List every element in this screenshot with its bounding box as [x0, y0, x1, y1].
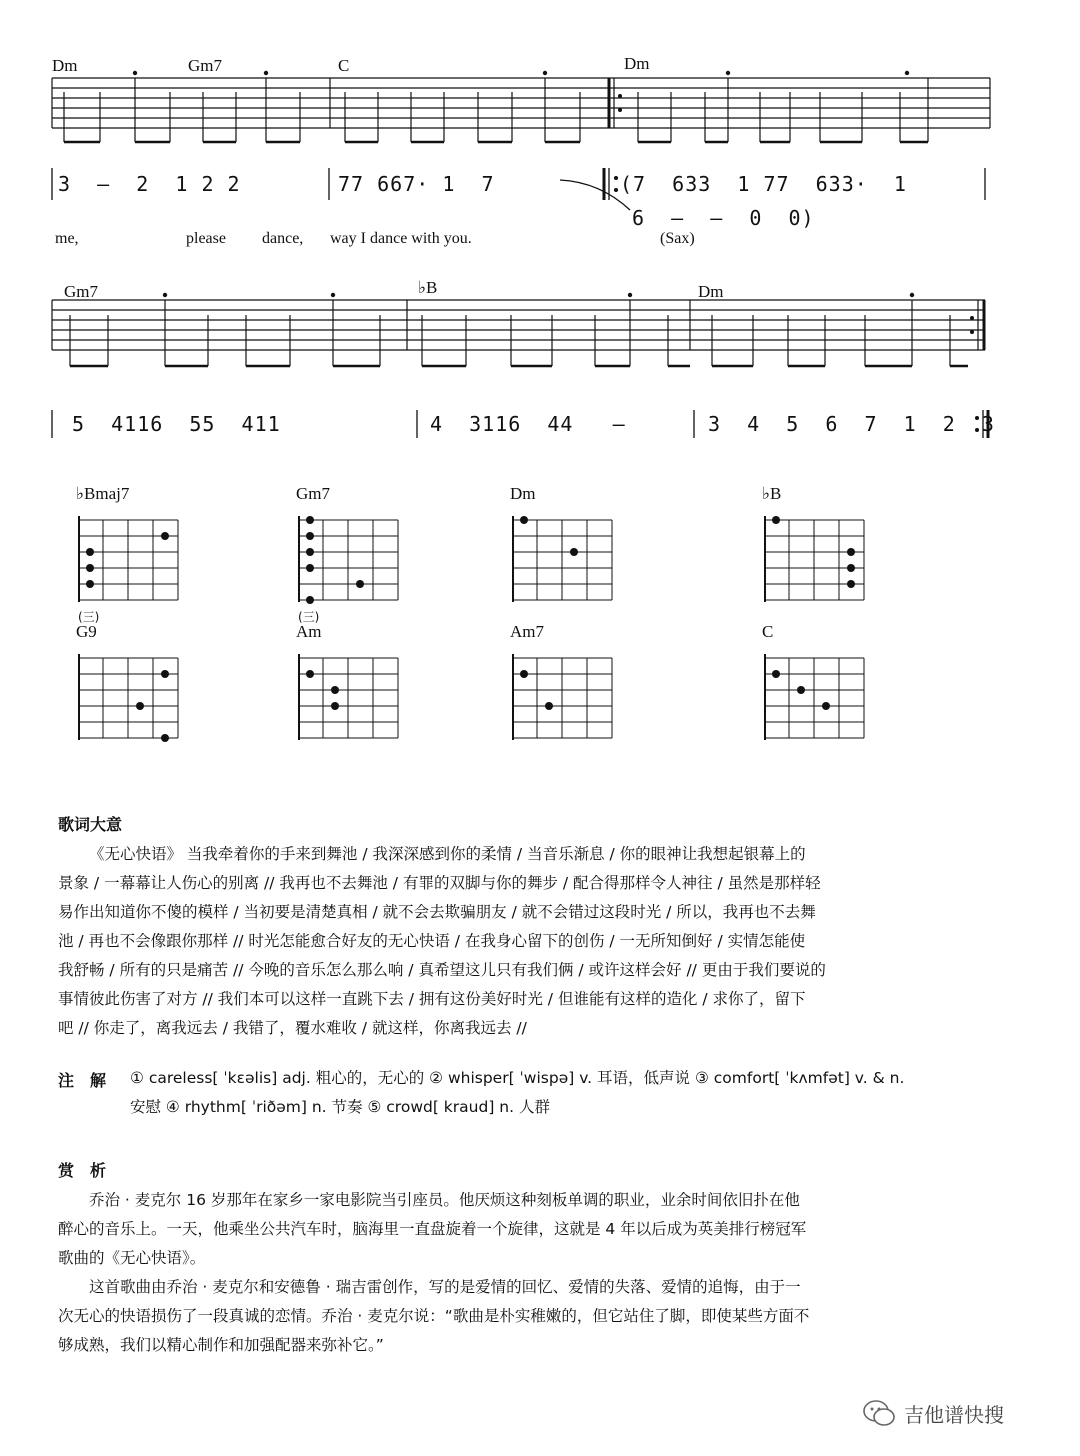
meaning-line: 易作出知道你不傻的模样 / 当初要是清楚真相 / 就不会去欺骗朋友 / 就不会错过这段时光 / 所以，我再也不去舞	[58, 903, 816, 921]
chord-diagram-name: Gm7	[296, 484, 330, 503]
chord-diagram-grid	[78, 648, 182, 748]
meaning-body	[58, 840, 990, 1043]
meaning-line: 《无心快语》 当我牵着你的手来到舞池 / 我深深感到你的柔情 / 当音乐渐息 / 你的眼神让我想起银幕上的	[89, 845, 806, 863]
jianpu-measure: 4 3116 44 –	[430, 412, 626, 436]
analysis-line: 这首歌曲由乔治 · 麦克尔和安德鲁 · 瑞吉雷创作，写的是爱情的回忆、爱情的失落、爱情的追悔，由于一	[89, 1278, 801, 1296]
chord-label: Dm	[698, 282, 724, 301]
chord-label: C	[338, 56, 350, 75]
lyric-word: way I dance with you.	[330, 230, 472, 247]
lyric-word: (Sax)	[660, 230, 695, 247]
chord-diagram-name: Dm	[510, 484, 536, 503]
chord-diagram-name: ♭Bmaj7	[76, 484, 130, 503]
chord-label: Gm7	[64, 282, 98, 301]
chord-diagram-position: (三)	[298, 610, 320, 624]
analysis-line: 够成熟，我们以精心制作和加强配器来弥补它。”	[58, 1336, 384, 1354]
jianpu-measure: 3 4 5 6 7 1 2 3	[708, 412, 995, 436]
chord-diagram-name: Am	[296, 622, 322, 641]
meaning-line: 景象 / 一幕幕让人伤心的别离 // 我再也不去舞池 / 有罪的双脚与你的舞步 / 配合得那样令人神往 / 虽然是那样轻	[58, 874, 821, 892]
chord-label: Dm	[52, 56, 78, 75]
analysis-line: 乔治 · 麦克尔 16 岁那年在家乡一家电影院当引座员。他厌烦这种刻板单调的职业，业余时间依旧扑在他	[89, 1191, 800, 1209]
chord-diagram-grid	[512, 648, 616, 748]
chord-label: Dm	[624, 54, 650, 73]
notes-line: ① careless[ ˈkɛəlis] adj. 粗心的，无心的 ② whisper[ ˈwispə] v. 耳语，低声说 ③ comfort[ ˈkʌmfət] v. & n.	[130, 1069, 905, 1087]
chord-diagram-name: ♭B	[762, 484, 782, 503]
chord-label: ♭B	[418, 278, 438, 297]
watermark-text: 吉他谱快搜	[904, 1402, 1004, 1427]
chord-diagram-name: C	[762, 622, 774, 641]
chord-diagram-area	[0, 480, 1080, 770]
meaning-line: 我舒畅 / 所有的只是痛苦 // 今晚的音乐怎么那么响 / 真希望这儿只有我们俩 / 或许这样会好 // 更由于我们要说的	[58, 961, 826, 979]
analysis-line: 醉心的音乐上。一天，他乘坐公共汽车时，脑海里一直盘旋着一个旋律，这就是 4 年以后成为英美排行榜冠军	[58, 1220, 807, 1238]
lyric-word: please	[186, 230, 226, 247]
chord-diagram-grid	[298, 510, 402, 610]
chord-diagram-position: (三)	[78, 610, 100, 624]
chord-diagram-name: Am7	[510, 622, 544, 641]
chord-diagram-grid	[78, 510, 182, 610]
chord-diagram-grid	[298, 648, 402, 748]
analysis-title: 赏 析	[58, 1161, 107, 1180]
notes-title: 注 解	[58, 1071, 107, 1090]
notes-body	[130, 1064, 990, 1122]
analysis-line: 歌曲的《无心快语》。	[58, 1249, 206, 1267]
chord-diagram-name: G9	[76, 622, 97, 641]
meaning-line: 事情彼此伤害了对方 // 我们本可以这样一直跳下去 / 拥有这份美好时光 / 但谁能有这样的造化 / 求你了，留下	[58, 990, 806, 1008]
lyric-word: dance,	[262, 230, 304, 247]
jianpu-measure: 77 667· 1 7	[338, 172, 495, 196]
analysis-body	[58, 1186, 990, 1360]
chord-diagram-grid	[764, 510, 868, 610]
analysis-line: 次无心的快语损伤了一段真诚的恋情。乔治 · 麦克尔说：“歌曲是朴实稚嫩的，但它站住了脚，即使某些方面不	[58, 1307, 810, 1325]
meaning-title: 歌词大意	[58, 815, 123, 834]
chord-label: Gm7	[188, 56, 222, 75]
chord-diagram-grid	[764, 648, 868, 748]
jianpu-measure: 6 – – 0 0)	[632, 206, 815, 230]
chord-diagram-grid	[512, 510, 616, 610]
lyric-word: me,	[55, 230, 79, 247]
jianpu-measure: (7 633 1 77 633· 1	[620, 172, 907, 196]
jianpu-measure: 3 – 2 1 2 2	[58, 172, 241, 196]
tab-staff-1	[0, 0, 1080, 470]
meaning-line: 池 / 再也不会像跟你那样 // 时光怎能愈合好友的无心快语 / 在我身心留下的创伤 / 一无所知倒好 / 实情怎能使	[58, 932, 806, 950]
wechat-icon	[862, 1398, 896, 1428]
jianpu-measure: 5 4116 55 411	[72, 412, 281, 436]
watermark	[862, 1398, 1004, 1428]
meaning-line: 吧 // 你走了，离我远去 / 我错了，覆水难收 / 就这样，你离我远去 //	[58, 1019, 527, 1037]
notes-line: 安慰 ④ rhythm[ ˈriðəm] n. 节奏 ⑤ crowd[ kraud] n. 人群	[130, 1098, 550, 1116]
